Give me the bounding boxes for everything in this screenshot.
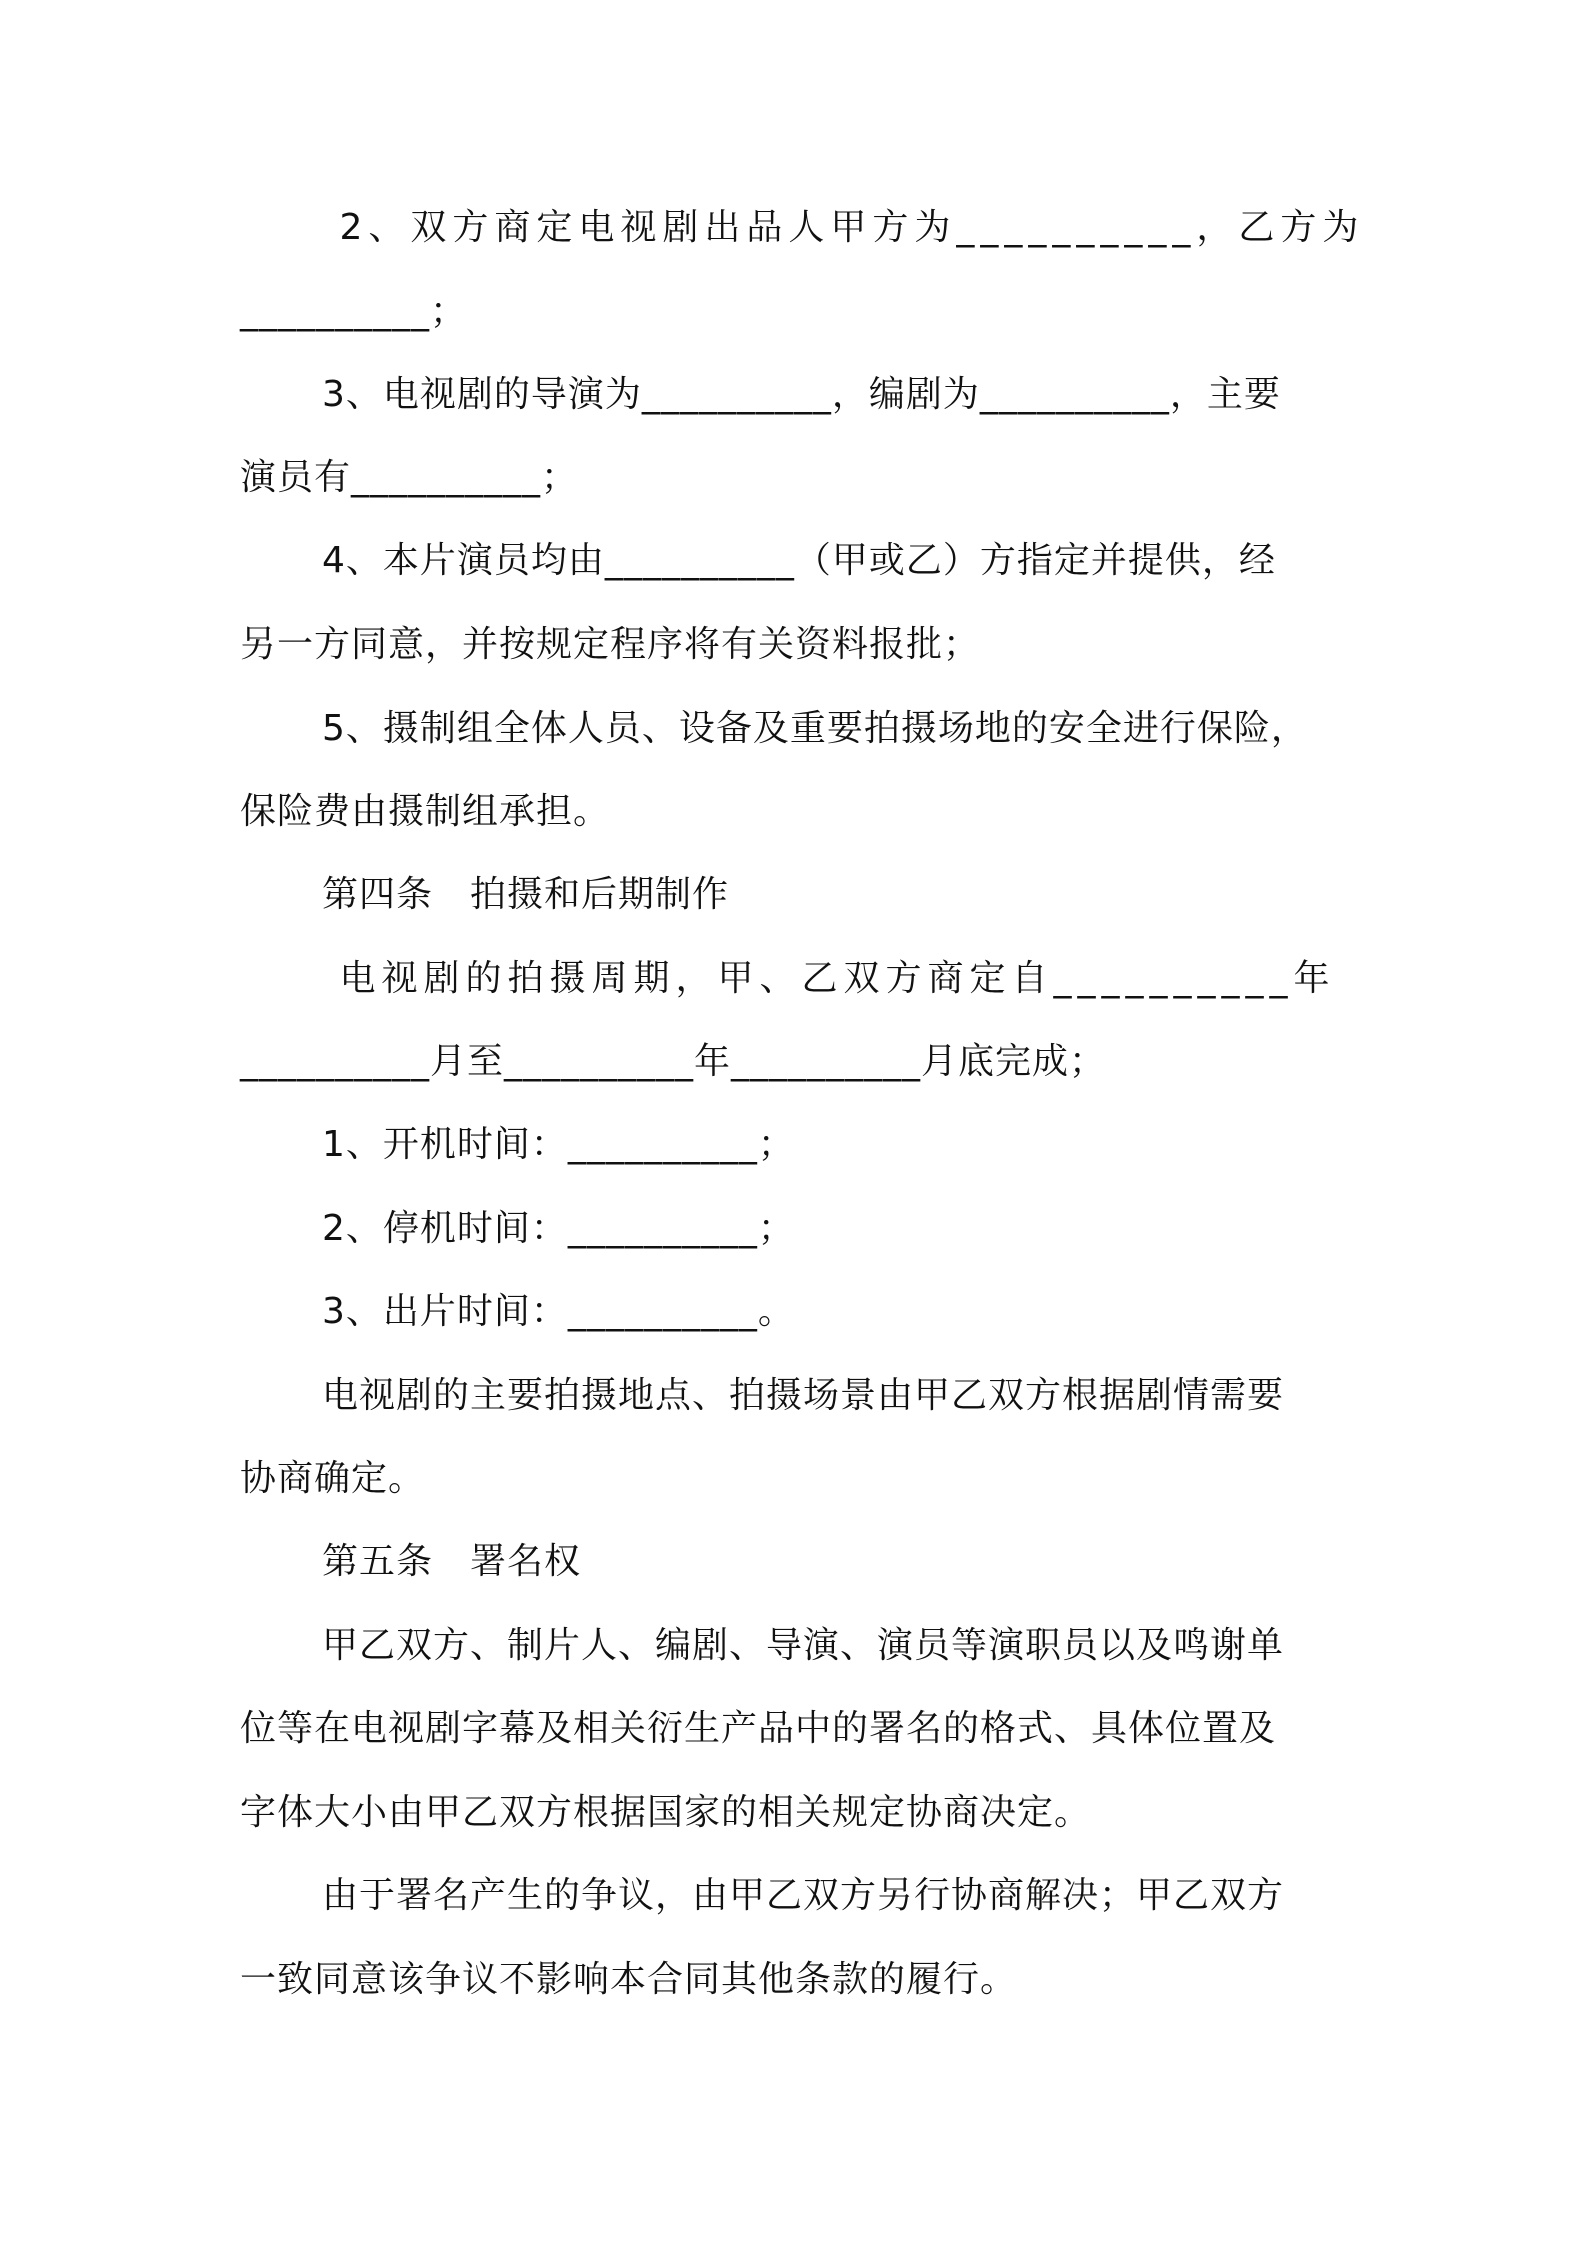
stop-time-line: 2、停机时间：__________； xyxy=(322,1208,795,1249)
article-5-heading: 第五条 署名权 xyxy=(322,1541,582,1582)
location-line-1: 电视剧的主要拍摄地点、拍摄场景由甲乙双方根据剧情需要 xyxy=(322,1375,1285,1416)
dispute-line-2: 一致同意该争议不影响本合同其他条款的履行。 xyxy=(240,1959,1018,2000)
credit-line-1: 甲乙双方、制片人、编剧、导演、演员等演职员以及鸣谢单 xyxy=(322,1625,1285,1666)
clause-2-line-1: 2、双方商定电视剧出品人甲方为__________，乙方为 xyxy=(322,207,1365,248)
article-4-heading: 第四条 拍摄和后期制作 xyxy=(322,874,730,915)
clause-4-line-2: 另一方同意，并按规定程序将有关资料报批； xyxy=(240,624,981,665)
clause-2-line-2: __________； xyxy=(240,291,468,332)
credit-line-2: 位等在电视剧字幕及相关衍生产品中的署名的格式、具体位置及 xyxy=(240,1708,1277,1749)
start-time-line: 1、开机时间：__________； xyxy=(322,1124,795,1165)
dispute-line-1: 由于署名产生的争议，由甲乙双方另行协商解决；甲乙双方 xyxy=(322,1875,1285,1916)
shooting-period-line-2: __________月至__________年__________月底完成； xyxy=(240,1041,1107,1082)
clause-4-line-1: 4、本片演员均由__________（甲或乙）方指定并提供，经 xyxy=(322,540,1276,581)
location-line-2: 协商确定。 xyxy=(240,1458,426,1499)
clause-3-line-1: 3、电视剧的导演为__________，编剧为__________，主要 xyxy=(322,374,1281,415)
clause-5-line-1: 5、摄制组全体人员、设备及重要拍摄场地的安全进行保险， xyxy=(322,708,1308,749)
clause-5-line-2: 保险费由摄制组承担。 xyxy=(240,791,611,832)
shooting-period-line-1: 电视剧的拍摄周期，甲、乙双方商定自__________年 xyxy=(322,958,1336,999)
credit-line-3: 字体大小由甲乙双方根据国家的相关规定协商决定。 xyxy=(240,1792,1092,1833)
release-time-line: 3、出片时间：__________。 xyxy=(322,1291,795,1332)
clause-3-line-2: 演员有__________； xyxy=(240,457,579,498)
